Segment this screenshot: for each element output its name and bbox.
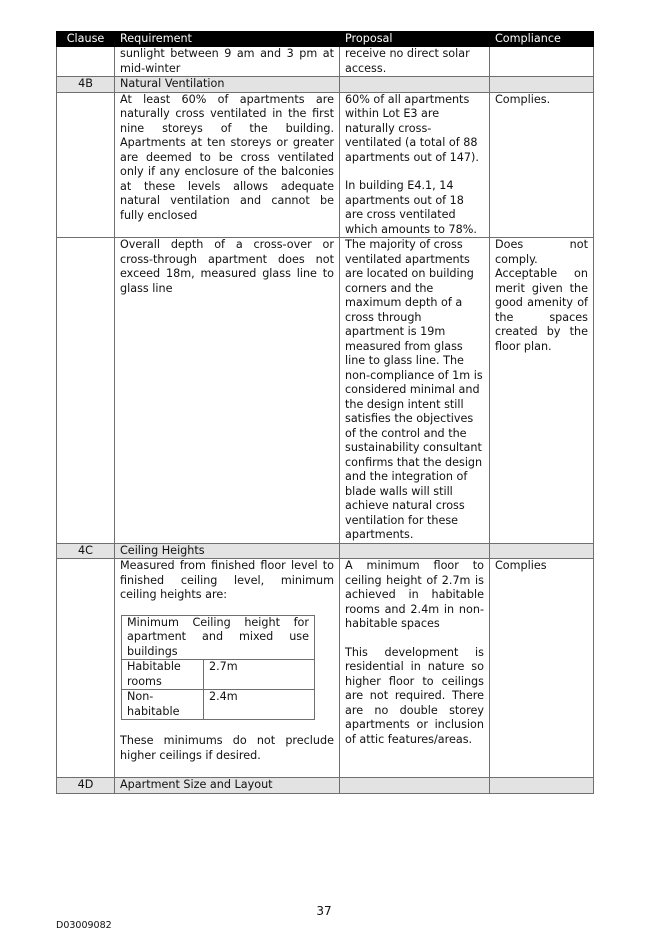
clause-number: 4D [57, 778, 115, 794]
header-clause: Clause [57, 32, 115, 47]
proposal-paragraph: 60% of all apartments within Lot E3 are naturally cross-ventilated (a total of 88 apartments out of 147). [345, 92, 479, 164]
section-title: Natural Ventilation [115, 77, 340, 93]
requirement-cell [115, 559, 340, 778]
inner-table-row [122, 660, 315, 690]
proposal-cell: receive no direct solar access. [340, 47, 490, 77]
proposal-paragraph: This development is residential in nature so higher floor to ceilings are not required. There are no double storey apartments or inclusion of attic features/areas. [345, 645, 484, 746]
empty-cell [490, 543, 594, 559]
table-row [57, 47, 594, 77]
room-type: Non-habitable [122, 690, 204, 720]
inner-table-heading-row [122, 615, 315, 660]
ceiling-height-table [121, 615, 315, 721]
ceiling-height-value: 2.4m [204, 690, 315, 720]
section-title: Apartment Size and Layout [115, 778, 340, 794]
clause-cell [57, 559, 115, 778]
page-number: 37 [316, 904, 332, 918]
section-row-4b [57, 77, 594, 93]
table-header-row [57, 32, 594, 47]
requirement-intro: Measured from finished floor level to finished ceiling level, minimum ceiling heights are: [120, 559, 334, 601]
compliance-cell: Complies [490, 559, 594, 778]
clause-cell [57, 238, 115, 544]
compliance-cell: Complies. [490, 92, 594, 238]
requirement-outro: These minimums do not preclude higher ceilings if desired. [120, 734, 334, 762]
proposal-cell [340, 92, 490, 238]
inner-table-heading: Minimum Ceiling height for apartment and mixed use buildings [122, 615, 315, 660]
section-row-4d [57, 778, 594, 794]
room-type: Habitable rooms [122, 660, 204, 690]
requirement-cell: Overall depth of a cross-over or cross-through apartment does not exceed 18m, measured glass line to glass line [115, 238, 340, 544]
header-compliance: Compliance [490, 32, 594, 47]
section-title: Ceiling Heights [115, 543, 340, 559]
proposal-paragraph: A minimum floor to ceiling height of 2.7m is achieved in habitable rooms and 2.4m in non-habitable spaces [345, 559, 484, 630]
table-row [57, 92, 594, 238]
compliance-table [56, 31, 594, 794]
proposal-cell: The majority of cross ventilated apartments are located on building corners and the maximum depth of a cross through apartment is 19m measured from glass line to glass line. The non-compliance of 1m is considered minimal and the design intent still satisfies the objectives of the control and the sustainability consultant confirms that the design and the integration of blade walls will still achieve natural cross ventilation for these apartments. [340, 238, 490, 544]
proposal-paragraph: In building E4.1, 14 apartments out of 18 are cross ventilated which amounts to 78%. [345, 179, 477, 236]
header-proposal: Proposal [340, 32, 490, 47]
empty-cell [340, 778, 490, 794]
compliance-cell [490, 47, 594, 77]
clause-number: 4C [57, 543, 115, 559]
empty-cell [340, 543, 490, 559]
inner-table-row [122, 690, 315, 720]
proposal-cell [340, 559, 490, 778]
document-id: D03009082 [56, 920, 112, 931]
compliance-cell: Does not comply. Acceptable on merit given the good amenity of the spaces created by the floor plan. [490, 238, 594, 544]
clause-cell [57, 47, 115, 77]
empty-cell [490, 77, 594, 93]
empty-cell [490, 778, 594, 794]
table-row [57, 559, 594, 778]
section-row-4c [57, 543, 594, 559]
clause-number: 4B [57, 77, 115, 93]
empty-cell [340, 77, 490, 93]
requirement-cell: At least 60% of apartments are naturally cross ventilated in the first nine storeys of the building. Apartments at ten storeys or greater are deemed to be cross ventilated only if any enclosure of the balconies at these levels allows adequate natural ventilation and cannot be fully enclosed [115, 92, 340, 238]
clause-cell [57, 92, 115, 238]
table-row [57, 238, 594, 544]
header-requirement: Requirement [115, 32, 340, 47]
requirement-cell: sunlight between 9 am and 3 pm at mid-winter [115, 47, 340, 77]
ceiling-height-value: 2.7m [204, 660, 315, 690]
